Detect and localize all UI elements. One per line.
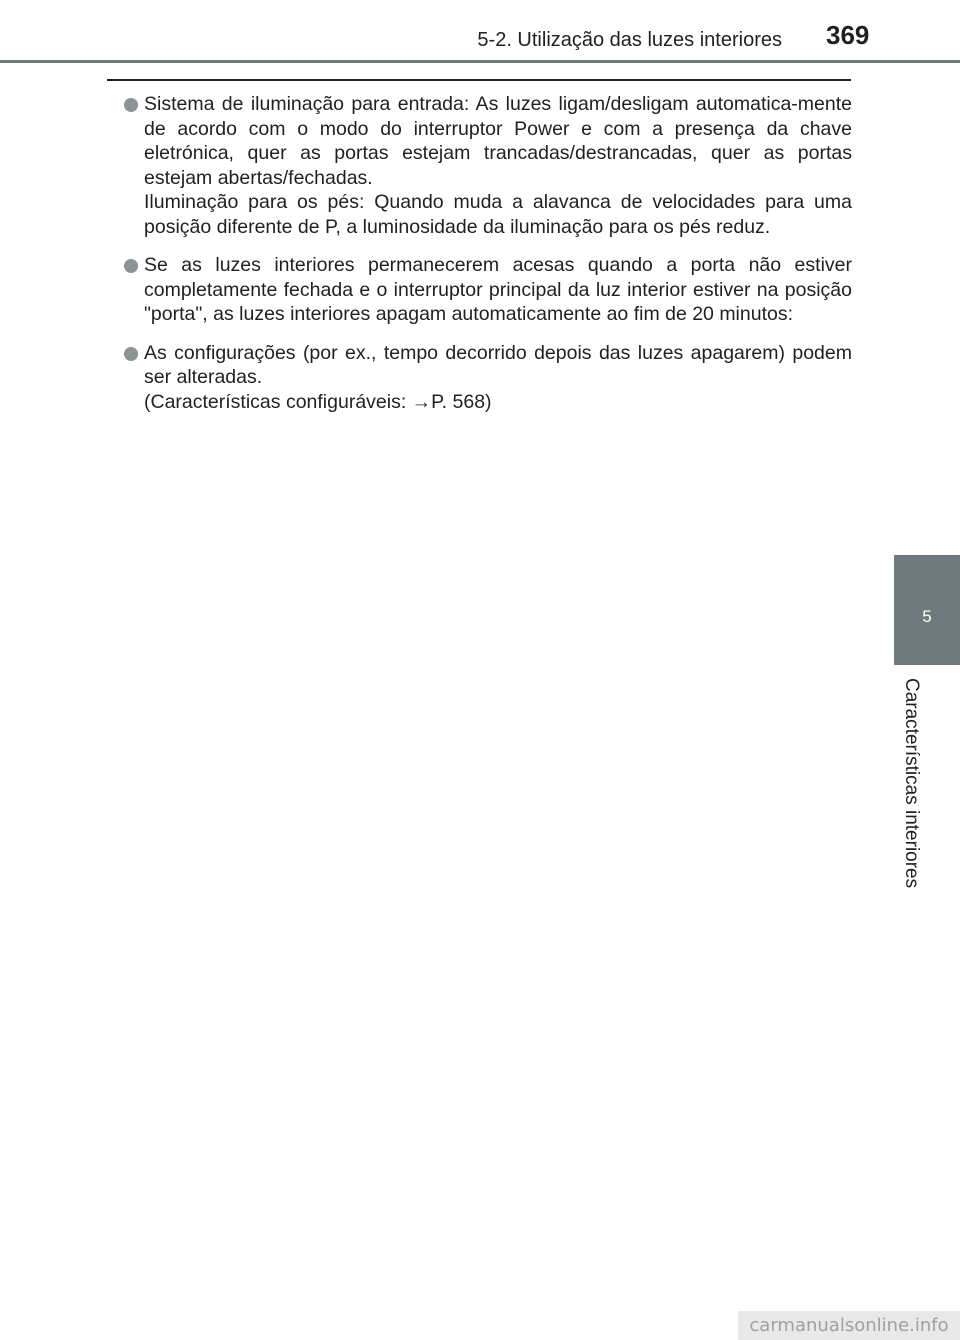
bullet-item [124,92,852,239]
bullet-item [124,253,852,327]
bullet-dot-icon [124,347,138,361]
section-rule [107,79,851,81]
header-rule [0,60,960,63]
bullet-paragraph: Se as luzes interiores permanecerem acesas quando a porta não estiver completamente fechada e o interruptor principal da luz interior estiver na posição "porta", as luzes interiores apagam automaticamente ao fim de 20 minutos: [144,254,852,325]
chapter-title: Características interiores [901,678,922,889]
bullet-paragraph: As configurações (por ex., tempo decorrido depois das luzes apagarem) podem ser alteradas. [144,341,852,388]
bullet-paragraph: (Características configuráveis: →P. 568) [144,390,492,413]
bullet-paragraph: Iluminação para os pés: Quando muda a alavanca de velocidades para uma posição diferente de P, a luminosidade da iluminação para os pés reduz. [144,191,852,238]
content-body [124,92,852,428]
bullet-dot-icon [124,259,138,273]
section-title: 5-2. Utilização das luzes interiores [477,29,782,51]
chapter-number: 5 [922,607,932,626]
page-number: 369 [826,20,870,50]
bullet-paragraph: Sistema de iluminação para entrada: As luzes ligam/desligam automatica-mente de acordo com o modo do interruptor Power e com a presença da chave eletrónica, quer as portas estejam trancadas/destrancadas, quer as portas estejam abertas/fechadas. [144,93,852,189]
watermark: carmanualsonline.info [738,1311,960,1340]
bullet-dot-icon [124,98,138,112]
bullet-item [124,341,852,415]
